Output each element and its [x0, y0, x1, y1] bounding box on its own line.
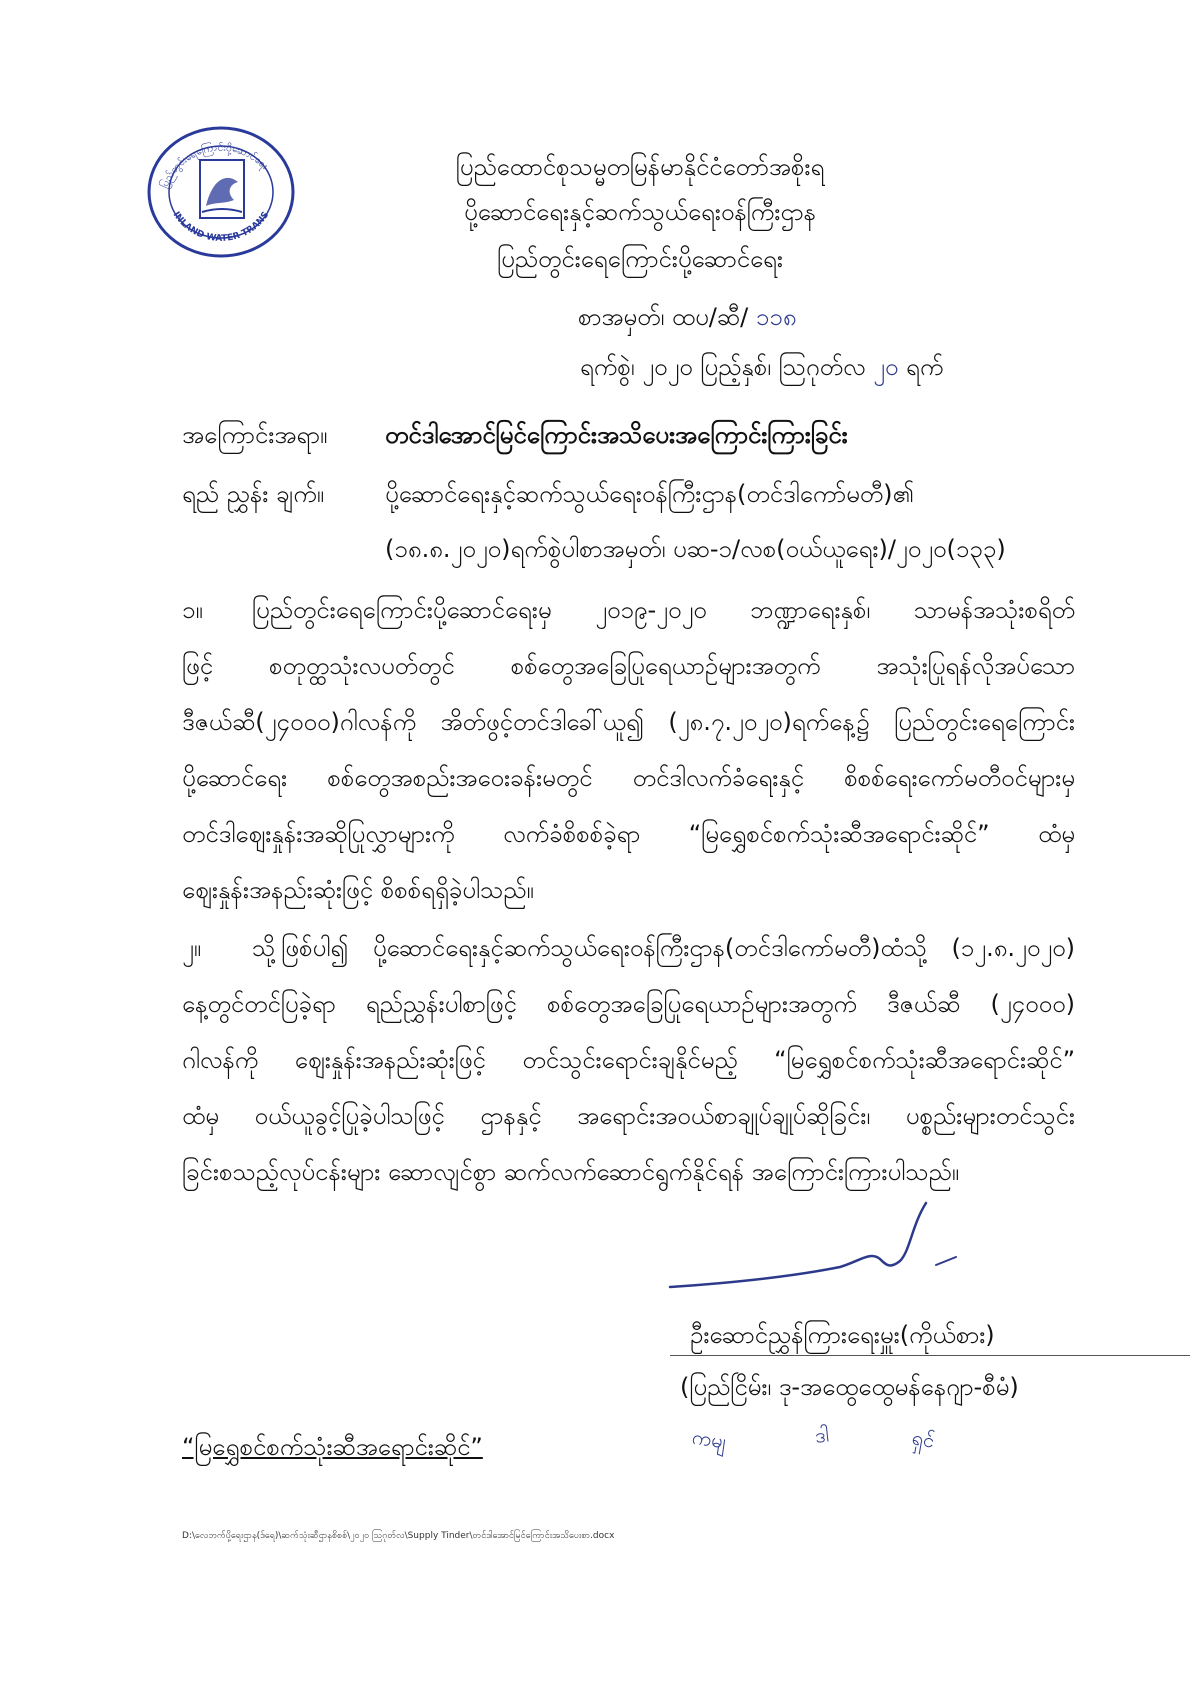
paragraph-2-line-3: ဂါလန်ကို ဈေးနှုန်းအနည်းဆုံးဖြင့် တင်သွင်းရောင်းချနိုင်မည့် “မြရွှေစင်စက်သုံးဆီအရောင်းဆိုင်” — [182, 1046, 1075, 1074]
subject-text: တင်ဒါအောင်မြင်ကြောင်းအသိပေးအကြောင်းကြားခြင်း — [385, 421, 848, 449]
initial-2: ဒါ — [813, 1422, 831, 1448]
paragraph-2-line-1: သို့ဖြစ်ပါ၍ ပို့ဆောင်ရေးနှင့်ဆက်သွယ်ရေးဝန်ကြီးဌာန(တင်ဒါကော်မတီ)ထံသို့ (၁၂.၈.၂၀၂၀) — [252, 934, 1075, 962]
date-line — [580, 350, 943, 384]
paragraph-1 — [182, 582, 1075, 918]
seal-top-text: ပြည်တွင်းရေကြောင်းပို့ဆောင်ရေး — [159, 142, 270, 190]
reference-label-line: ရည် ညွှန်း ချက်။ — [182, 480, 325, 508]
file-path: D:\လေဘက်ပို့ရေးဌာန(ဒ်ရေ)\ဆက်သုံးဆီဌာနစိစစ်\၂၀၂၀ ဩဂုတ်လ\Supply Tinder\တင်ဒါအောင်မြင်ကြောင်းအသိပေးစာ.docx — [182, 1531, 615, 1541]
date-day: ၂၀ — [873, 353, 899, 381]
reference-line-1: ပို့ဆောင်ရေးနှင့်ဆက်သွယ်ရေးဝန်ကြီးဌာန(တင်ဒါကော်မတီ)၏ — [385, 480, 914, 508]
paragraph-2-number: ၂။ — [182, 934, 202, 962]
signature-rule — [670, 1355, 1190, 1356]
signature-name: ဦးဆောင်ညွှန်ကြားရေးမှူး(ကိုယ်စား) — [690, 1321, 995, 1349]
paragraph-1-line-1: ပြည်တွင်းရေကြောင်းပို့ဆောင်ရေးမှ ၂၀၁၉-၂၀၂၀ ဘဏ္ဍာရေးနှစ်၊ သာမန်အသုံးစရိတ် — [252, 596, 1075, 624]
reference-handwritten-number: ၁၁၈ — [755, 303, 797, 331]
signature-scribble-icon — [660, 1195, 1000, 1315]
reference-number — [578, 300, 797, 334]
initial-3: ရှင် — [910, 1425, 937, 1453]
reference-line-2: (၁၈.၈.၂၀၂၀)ရက်စွဲပါစာအမှတ်၊ ပဆ-၁/လစ(ဝယ်ယူရေး)/၂၀၂၀(၁၃၃) — [385, 535, 1006, 563]
date-prefix: ရက်စွဲ၊ ၂၀၂၀ ပြည့်နှစ်၊ ဩဂုတ်လ — [580, 353, 866, 381]
subject-label: အကြောင်းအရာ။ — [182, 421, 328, 449]
signature-title: (ပြည်ငြိမ်း၊ ဒု-အထွေထွေမန်နေဂျာ-စီမံ) — [680, 1373, 1019, 1401]
paragraph-1-line-3: ဒီဇယ်ဆီ(၂၄၀၀၀)ဂါလန်ကို အိတ်ဖွင့်တင်ဒါခေါ်ယူ၍ (၂၈.၇.၂၀၂၀)ရက်နေ့၌ ပြည်တွင်းရေကြောင်း — [182, 708, 1075, 736]
header-department: ပြည်တွင်းရေကြောင်းပို့ဆောင်ရေး — [497, 245, 783, 273]
paragraph-2 — [182, 920, 1075, 1200]
date-suffix: ရက် — [906, 353, 944, 381]
paragraph-1-line-2: ဖြင့် စတုတ္ထသုံးလပတ်တွင် စစ်တွေအခြေပြုရေယာဉ်များအတွက် အသုံးပြုရန်လိုအပ်သော — [182, 652, 1075, 680]
recipient: “မြရွှေစင်စက်သုံးဆီအရောင်းဆိုင်” — [182, 1433, 483, 1461]
department-seal — [142, 120, 300, 260]
paragraph-1-line-5: တင်ဒါဈေးနှုန်းအဆိုပြုလွှာများကို လက်ခံစိစစ်ခဲ့ရာ “မြရွှေစင်စက်သုံးဆီအရောင်းဆိုင်” ထံမှ — [182, 820, 1075, 848]
paragraph-2-line-5: ခြင်းစသည့်လုပ်ငန်းများ ဆောလျင်စွာ ဆက်လက်ဆောင်ရွက်နိုင်ရန် အကြောင်းကြားပါသည်။ — [182, 1158, 959, 1186]
seal-bottom-text: INLAND WATER TRANS — [170, 210, 272, 244]
header-ministry: ပို့ဆောင်ရေးနှင့်ဆက်သွယ်ရေးဝန်ကြီးဌာန — [464, 198, 816, 226]
paragraph-1-number: ၁။ — [182, 596, 203, 624]
paragraph-1-line-4: ပို့ဆောင်ရေး စစ်တွေအစည်းအဝေးခန်းမတွင် တင်ဒါလက်ခံရေးနှင့် စိစစ်ရေးကော်မတီဝင်များမှ — [182, 764, 1075, 792]
department-seal-icon — [142, 120, 300, 260]
reference-label: စာအမှတ်၊ ထပ/ဆီ/ — [578, 303, 749, 331]
paragraph-2-line-2: နေ့တွင်တင်ပြခဲ့ရာ ရည်ညွှန်းပါစာဖြင့် စစ်တွေအခြေပြုရေယာဉ်များအတွက် ဒီဇယ်ဆီ (၂၄၀၀၀) — [182, 990, 1075, 1018]
svg-text:ပြည်တွင်းရေကြောင်းပို့ဆောင်ရေး — [156, 139, 270, 191]
initial-1: ကမျ — [690, 1424, 728, 1454]
paragraph-1-line-6: ဈေးနှုန်းအနည်းဆုံးဖြင့် စိစစ်ရရှိခဲ့ပါသည်။ — [182, 876, 534, 904]
paragraph-2-line-4: ထံမှ ဝယ်ယူခွင့်ပြုခဲ့ပါသဖြင့် ဌာနနှင့် အရောင်းအဝယ်စာချုပ်ချုပ်ဆိုခြင်း၊ ပစ္စည်းများတင်သွင်း — [182, 1102, 1075, 1130]
header-government: ပြည်ထောင်စုသမ္မတမြန်မာနိုင်ငံတော်အစိုးရ — [455, 153, 825, 181]
